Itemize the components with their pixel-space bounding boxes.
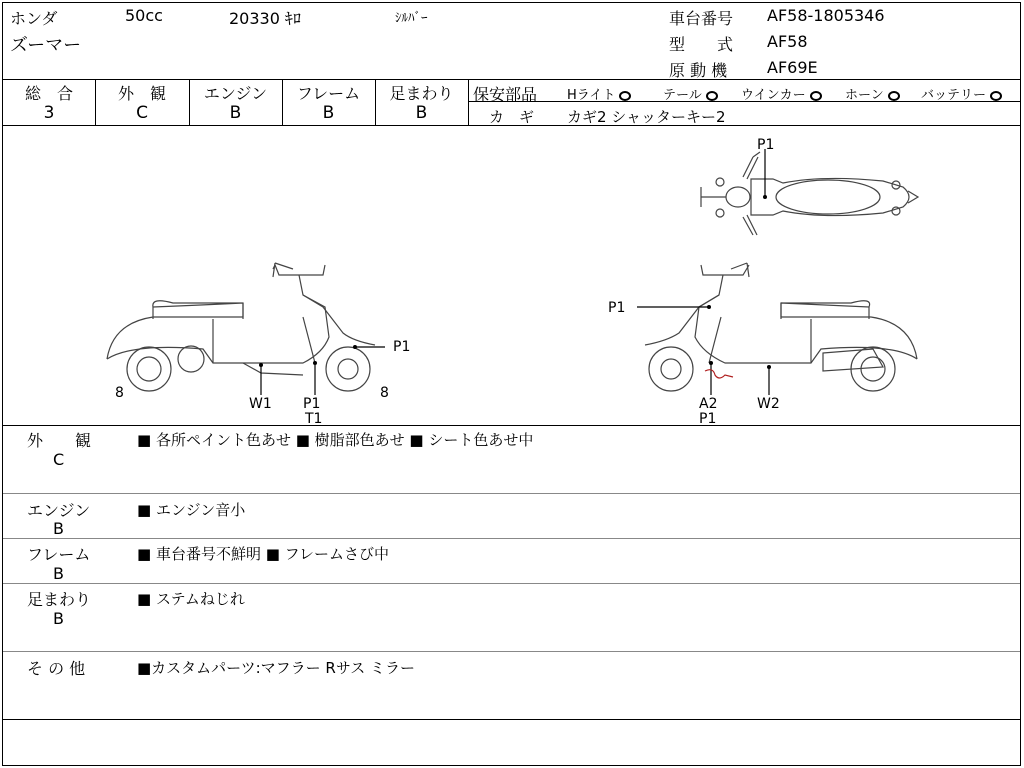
displacement: 50cc	[125, 6, 163, 25]
suspension-grade-label: 足まわり	[389, 84, 454, 103]
engine-model-value: AF69E	[767, 58, 818, 77]
remark-label: 足まわり	[27, 590, 92, 609]
damage-diagram	[3, 127, 1020, 425]
horn-check: ホーン	[845, 84, 900, 103]
remark-grade: B	[53, 609, 64, 628]
engine-model-label: 原 動 機	[669, 61, 728, 80]
type-value: AF58	[767, 32, 808, 51]
damage-mark	[705, 370, 733, 378]
right-view-a2: A2	[699, 396, 718, 412]
ok-circle-icon	[990, 91, 1002, 101]
frame-grade-label: フレーム	[296, 84, 361, 103]
headlight-check: Hライト	[567, 84, 631, 103]
ok-circle-icon	[888, 91, 900, 101]
frame-grade: B	[322, 103, 335, 123]
engine-grade: B	[229, 103, 242, 123]
divider	[468, 79, 469, 125]
left-view-t1: T1	[305, 411, 323, 425]
right-view-w2: W2	[757, 396, 780, 412]
ok-circle-icon	[706, 91, 718, 101]
remark-label: フレーム	[27, 545, 91, 564]
divider	[3, 79, 1020, 80]
divider	[3, 538, 1020, 539]
maker: ホンダ	[10, 9, 58, 28]
remark-text: ■ エンジン音小	[137, 501, 246, 519]
remark-text: ■ ステムねじれ	[137, 590, 245, 608]
overall-grade-label: 総 合	[24, 84, 73, 103]
remark-label: そ の 他	[27, 659, 86, 678]
type-label: 型 式	[669, 35, 734, 54]
remark-grade: B	[53, 564, 64, 583]
right-view-p1-bottom: P1	[699, 411, 717, 425]
overall-grade: 3	[43, 103, 55, 123]
left-view-p1: P1	[393, 339, 411, 355]
top-view-p1: P1	[757, 137, 775, 153]
remark-text: ■ 各所ペイント色あせ ■ 樹脂部色あせ ■ シート色あせ中	[137, 431, 534, 449]
key-label: カ ギ	[489, 108, 535, 126]
remark-label: 外 観	[27, 431, 92, 450]
divider	[3, 583, 1020, 584]
exterior-grade-label: 外 観	[117, 84, 166, 103]
remark-label: エンジン	[27, 501, 91, 520]
frame-no-label: 車台番号	[669, 9, 734, 28]
battery-check: バッテリー	[921, 84, 1002, 103]
right-view-p1: P1	[608, 300, 626, 316]
taillight-check: テール	[663, 84, 718, 103]
ok-circle-icon	[619, 91, 631, 101]
remark-grade: B	[53, 519, 64, 538]
left-view-p1-bottom: P1	[303, 396, 321, 412]
divider	[3, 719, 1020, 720]
engine-grade-label: エンジン	[203, 84, 268, 103]
remark-grade: C	[53, 450, 65, 469]
left-view-w1: W1	[249, 396, 272, 412]
safety-parts-label: 保安部品	[473, 85, 538, 104]
remark-text: ■カスタムパーツ:マフラー Rサス ミラー	[137, 659, 415, 677]
left-view-rear-8: 8	[380, 385, 389, 401]
scooter-left-view	[107, 263, 375, 391]
scooter-top-view	[701, 152, 918, 235]
winker-check: ウインカー	[741, 84, 822, 103]
inspection-sheet	[2, 2, 1021, 766]
remark-text: ■ 車台番号不鮮明 ■ フレームさび中	[137, 545, 390, 563]
left-view-front-8: 8	[115, 385, 124, 401]
ok-circle-icon	[810, 91, 822, 101]
divider	[3, 425, 1020, 426]
model-name: ズーマー	[10, 35, 82, 56]
key-value: カギ2 シャッターキー2	[567, 108, 726, 126]
divider	[3, 493, 1020, 494]
scooter-right-view	[645, 263, 917, 391]
body-color: ｼﾙﾊﾞｰ	[395, 11, 428, 26]
divider	[3, 651, 1020, 652]
mileage: 20330 ｷﾛ	[229, 9, 301, 28]
suspension-grade: B	[415, 103, 428, 123]
exterior-grade: C	[136, 103, 148, 123]
frame-no: AF58-1805346	[767, 6, 885, 25]
